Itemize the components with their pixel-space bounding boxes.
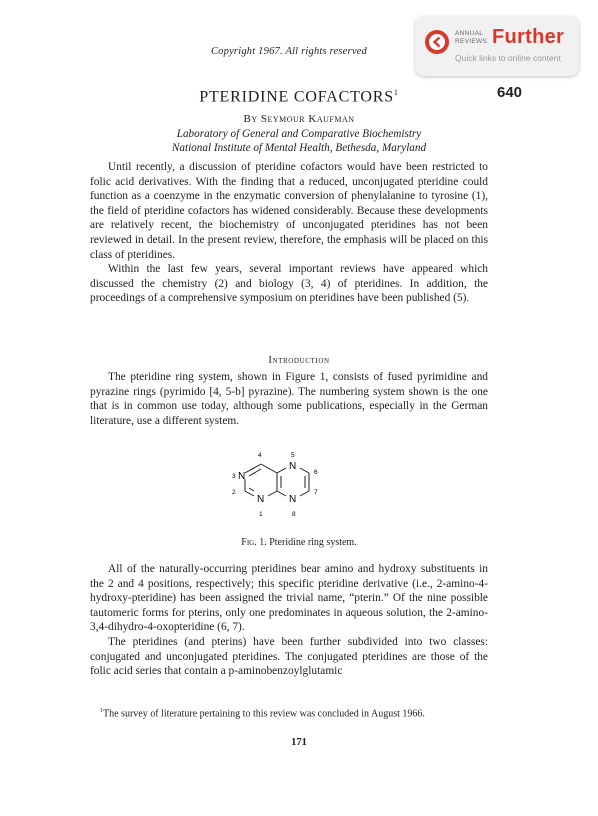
page-number: 171	[291, 737, 307, 748]
position-label-7: 7	[314, 489, 318, 496]
body-section-3	[90, 562, 488, 679]
position-label-1: 1	[259, 511, 263, 518]
annual-reviews-logo-icon	[424, 29, 450, 55]
figure-caption-text: Pteridine ring system.	[269, 537, 357, 548]
page-code: 640	[497, 84, 523, 101]
pteridine-ring-diagram	[224, 448, 344, 528]
figure-label: Fig. 1.	[241, 537, 267, 548]
author-byline: By Seymour Kaufman	[243, 113, 355, 125]
quick-links-label: Quick links to online content	[455, 53, 561, 63]
position-label-2: 2	[232, 489, 236, 496]
section-heading-introduction: Introduction	[268, 355, 330, 366]
footnote	[90, 705, 488, 720]
title-footnote-mark: 1	[393, 88, 399, 97]
footnote-text: The survey of literature pertaining to this review was concluded in August 1966.	[103, 708, 425, 720]
paragraph-1: Until recently, a discussion of pteridine cofactors would have been restricted to folic acid derivatives. With the finding that a reduced, unconjugated pteridine could function as a coenzyme in the enzymatic conversion of phenylalanine to tyrosine (1), the field of pteridine cofactors has widened considerably. Because these developments are relatively recent, the biochemistry of unconjugated pteridines has not been reviewed in detail. In the present review, therefore, the emphasis will be placed on this class of pteridines.	[90, 161, 488, 261]
atom-N8: N	[289, 494, 297, 505]
position-label-4: 4	[258, 452, 262, 459]
atom-N3: N	[238, 471, 246, 482]
further-banner[interactable]	[415, 16, 579, 76]
paragraph-5: The pteridines (and pterins) have been further subdivided into two classes: conjugated and unconjugated pteridines. The conjugated pteridines are those of the folic acid series that contain a p-aminobenzoylglutamic	[90, 635, 488, 678]
paragraph-4: All of the naturally-occurring pteridines bear amino and hydroxy substituents in the 2 and 4 positions, respectively; this specific pteridine derivative (i.e., 2-amino-4-hydroxy-pteridine) has been assigned the trivial name, “pterin.” Of the nine possible tautomeric forms for pterins, only one predominates in aqueous solution, the 2-amino-3,4-dihydro-4-oxopteridine (6, 7).	[90, 563, 488, 634]
article-title: PTERIDINE COFACTORS$^1$	[199, 88, 399, 106]
affiliation-line-2: National Institute of Mental Health, Bethesda, Maryland	[171, 142, 427, 154]
atom-N1: N	[257, 494, 265, 505]
figure-caption	[0, 537, 598, 548]
position-label-8: 8	[292, 511, 296, 518]
affiliation	[0, 127, 598, 155]
affiliation-line-1: Laboratory of General and Comparative Biochemistry	[176, 128, 422, 140]
atom-N5: N	[289, 461, 297, 472]
further-label: Further	[492, 26, 565, 48]
body-section-1	[90, 160, 488, 306]
position-label-3: 3	[232, 473, 236, 480]
publisher-name: ANNUAL REVIEWS	[455, 30, 488, 45]
body-section-2	[90, 370, 488, 428]
position-label-5: 5	[291, 452, 295, 459]
copyright-line: Copyright 1967. All rights reserved	[210, 46, 368, 57]
footnote-mark: 1	[100, 708, 103, 714]
paragraph-2: Within the last few years, several important reviews have appeared which discussed the chemistry (2) and biology (3, 4) of pteridines. In addition, the proceedings of a comprehensive symposium on pteridines have been published (5).	[90, 263, 488, 305]
position-label-6: 6	[314, 469, 318, 476]
paragraph-3: The pteridine ring system, shown in Figure 1, consists of fused pyrimidine and pyrazine rings (pyrimido [4, 5-b] pyrazine). The numbering system shown is the one that is in common use today, although some publications, especially in the German literature, use a different system.	[90, 371, 488, 427]
